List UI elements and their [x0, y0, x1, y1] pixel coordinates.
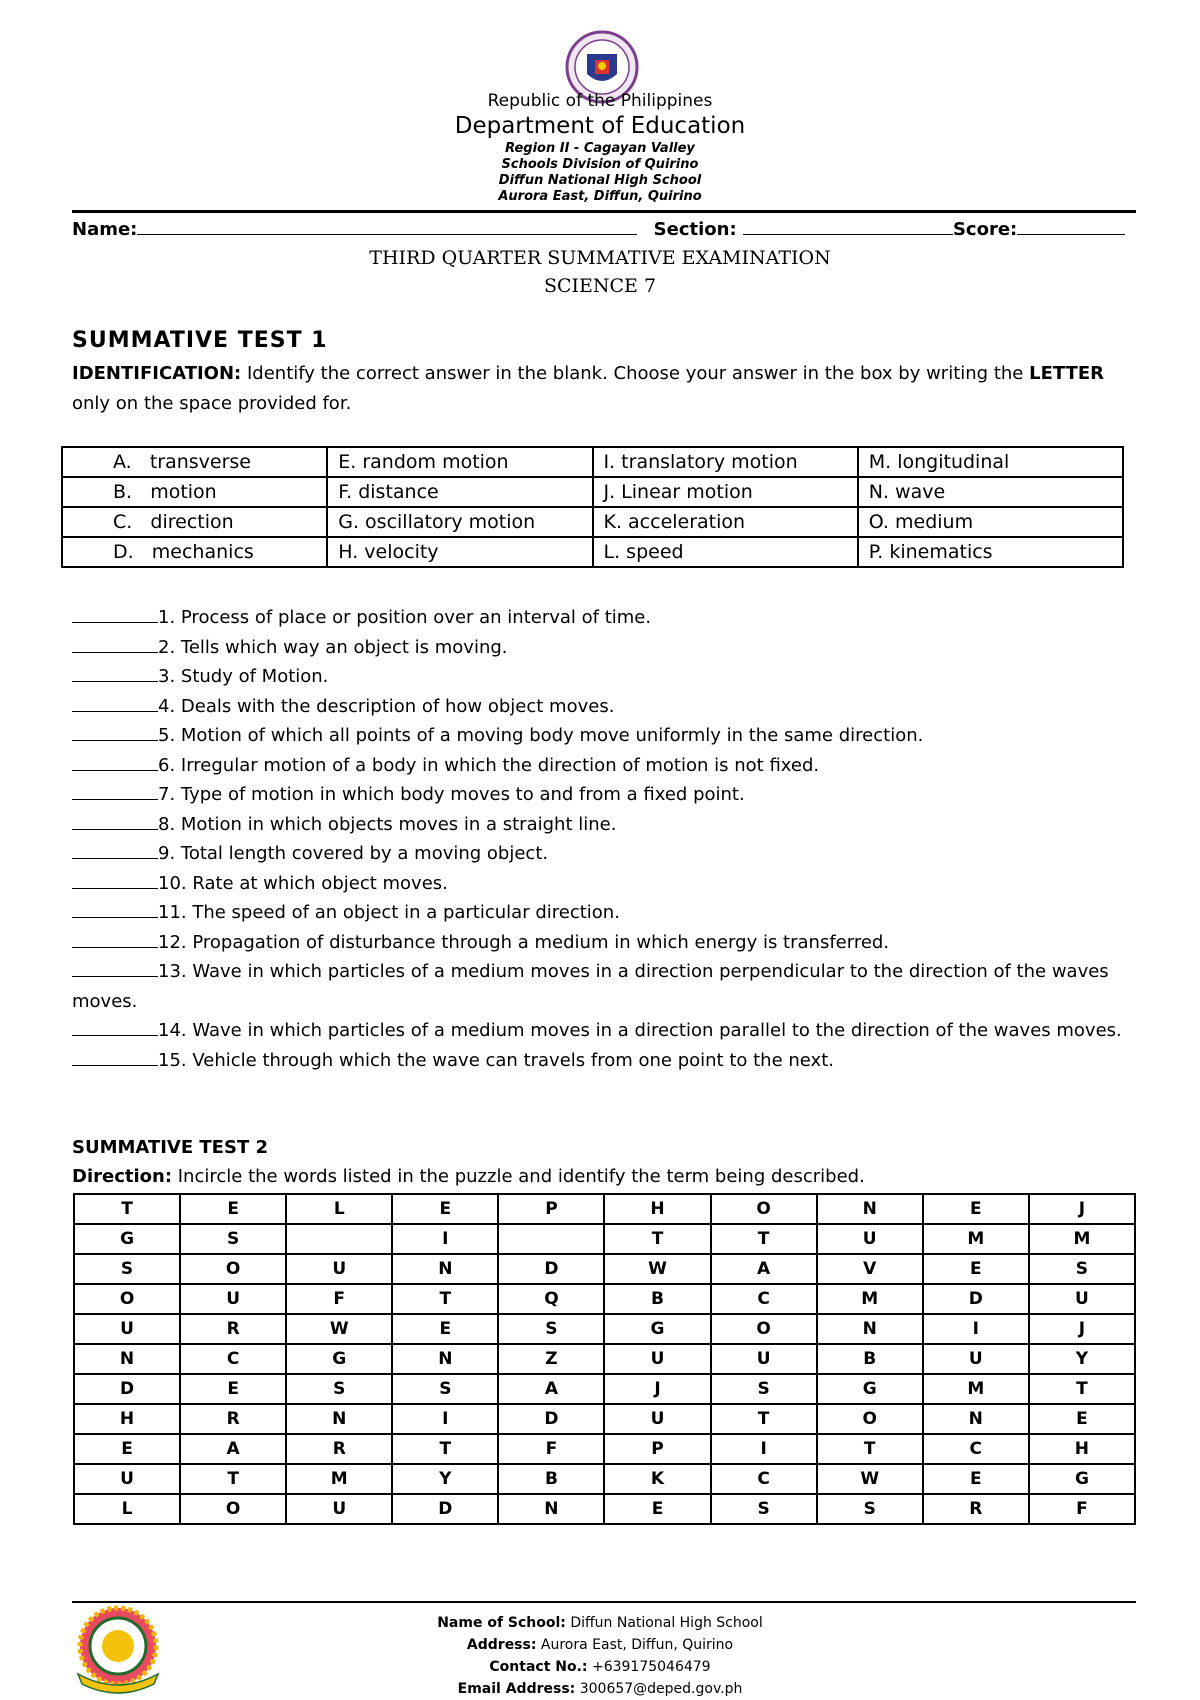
- choice-cell: H. velocity: [327, 537, 592, 567]
- footer-email: [0, 1678, 1200, 1700]
- question-text: 8. Motion in which objects moves in a straight line.: [158, 813, 617, 835]
- answer-blank[interactable]: [72, 726, 158, 741]
- score-blank[interactable]: [1017, 216, 1125, 235]
- test2-title: SUMMATIVE TEST 2: [72, 1137, 269, 1158]
- puzzle-cell[interactable]: M: [817, 1284, 923, 1314]
- puzzle-cell[interactable]: J: [604, 1374, 710, 1404]
- name-blank[interactable]: [137, 216, 637, 235]
- puzzle-cell[interactable]: Y: [1029, 1344, 1135, 1374]
- question-item: [72, 662, 1142, 692]
- answer-blank[interactable]: [72, 756, 158, 771]
- puzzle-cell[interactable]: [286, 1224, 392, 1254]
- puzzle-cell[interactable]: S: [817, 1494, 923, 1524]
- puzzle-cell[interactable]: E: [604, 1494, 710, 1524]
- choice-cell: N. wave: [858, 477, 1123, 507]
- puzzle-cell[interactable]: A: [711, 1254, 817, 1284]
- question-text: 15. Vehicle through which the wave can travels from one point to the next.: [158, 1049, 834, 1071]
- puzzle-cell[interactable]: T: [1029, 1374, 1135, 1404]
- puzzle-cell[interactable]: L: [286, 1194, 392, 1224]
- footer-school-value: Diffun National High School: [565, 1615, 763, 1631]
- question-text: 10. Rate at which object moves.: [158, 872, 448, 894]
- region-text: Region II - Cagayan Valley: [505, 141, 695, 156]
- footer-school-label: Name of School:: [437, 1615, 566, 1631]
- puzzle-cell[interactable]: E: [180, 1374, 286, 1404]
- question-item: [72, 957, 1142, 1016]
- puzzle-cell[interactable]: W: [604, 1254, 710, 1284]
- puzzle-cell[interactable]: U: [711, 1344, 817, 1374]
- puzzle-cell[interactable]: N: [817, 1314, 923, 1344]
- puzzle-cell[interactable]: E: [923, 1194, 1029, 1224]
- puzzle-row: [74, 1284, 1135, 1314]
- puzzle-row: [74, 1314, 1135, 1344]
- puzzle-cell[interactable]: N: [817, 1194, 923, 1224]
- puzzle-cell[interactable]: W: [817, 1464, 923, 1494]
- word-puzzle-grid: [73, 1193, 1136, 1525]
- puzzle-cell[interactable]: U: [74, 1314, 180, 1344]
- footer-address-label: Address:: [466, 1637, 537, 1653]
- puzzle-cell[interactable]: N: [286, 1404, 392, 1434]
- question-text: 13. Wave in which particles of a medium moves in a direction perpendicular to the direction of the waves moves.: [72, 961, 1109, 1012]
- question-item: [72, 810, 1142, 840]
- puzzle-cell[interactable]: O: [711, 1314, 817, 1344]
- question-text: 9. Total length covered by a moving object.: [158, 843, 549, 864]
- direction-label: Direction:: [72, 1166, 173, 1187]
- puzzle-cell[interactable]: O: [711, 1194, 817, 1224]
- puzzle-cell[interactable]: S: [392, 1374, 498, 1404]
- header-divider: [72, 210, 1136, 213]
- footer-email-label: Email Address:: [457, 1681, 576, 1697]
- instr-text-2: only on the space provided for.: [72, 393, 352, 414]
- puzzle-cell[interactable]: U: [817, 1224, 923, 1254]
- puzzle-cell[interactable]: V: [817, 1254, 923, 1284]
- puzzle-cell[interactable]: C: [711, 1284, 817, 1314]
- puzzle-cell[interactable]: B: [498, 1464, 604, 1494]
- puzzle-cell[interactable]: T: [392, 1284, 498, 1314]
- puzzle-cell[interactable]: E: [180, 1194, 286, 1224]
- puzzle-cell[interactable]: N: [923, 1404, 1029, 1434]
- choice-cell: P. kinematics: [858, 537, 1123, 567]
- question-text: 3. Study of Motion.: [158, 666, 329, 687]
- choice-cell: A. transverse: [62, 447, 327, 477]
- choice-cell: M. longitudinal: [858, 447, 1123, 477]
- puzzle-cell[interactable]: S: [498, 1314, 604, 1344]
- puzzle-cell[interactable]: T: [817, 1434, 923, 1464]
- puzzle-cell[interactable]: S: [286, 1374, 392, 1404]
- instr-text: Identify the correct answer in the blank. Choose your answer in the box by writing the: [241, 363, 1030, 384]
- choice-cell: K. acceleration: [593, 507, 858, 537]
- school-text: Diffun National High School: [498, 173, 702, 188]
- puzzle-cell[interactable]: D: [498, 1404, 604, 1434]
- puzzle-cell[interactable]: U: [74, 1464, 180, 1494]
- choice-cell: F. distance: [327, 477, 592, 507]
- answer-blank[interactable]: [72, 667, 158, 682]
- instr-label: IDENTIFICATION:: [72, 363, 242, 384]
- puzzle-cell[interactable]: Q: [498, 1284, 604, 1314]
- footer-contact-value: +639175046479: [587, 1659, 711, 1675]
- puzzle-cell[interactable]: I: [392, 1224, 498, 1254]
- puzzle-cell[interactable]: F: [498, 1434, 604, 1464]
- puzzle-cell[interactable]: T: [180, 1464, 286, 1494]
- puzzle-cell[interactable]: S: [180, 1224, 286, 1254]
- question-item: [72, 869, 1142, 899]
- choice-cell: C. direction: [62, 507, 327, 537]
- question-item: [72, 1016, 1142, 1046]
- choice-cell: E. random motion: [327, 447, 592, 477]
- puzzle-cell[interactable]: Y: [392, 1464, 498, 1494]
- puzzle-cell[interactable]: O: [180, 1254, 286, 1284]
- footer-contact: [0, 1656, 1200, 1678]
- puzzle-cell[interactable]: Z: [498, 1344, 604, 1374]
- puzzle-cell[interactable]: A: [180, 1434, 286, 1464]
- puzzle-cell[interactable]: U: [286, 1254, 392, 1284]
- question-text: 5. Motion of which all points of a moving body move uniformly in the same direction.: [158, 725, 924, 746]
- puzzle-row: [74, 1434, 1135, 1464]
- choice-cell: B. motion: [62, 477, 327, 507]
- score-label: Score:: [952, 219, 1018, 240]
- puzzle-cell[interactable]: G: [74, 1224, 180, 1254]
- puzzle-cell[interactable]: R: [923, 1494, 1029, 1524]
- puzzle-row: [74, 1254, 1135, 1284]
- test2-direction: [72, 1166, 865, 1187]
- question-item: [72, 692, 1142, 722]
- republic-text: Republic of the Philippines: [487, 91, 713, 111]
- puzzle-cell[interactable]: P: [604, 1434, 710, 1464]
- puzzle-row: [74, 1194, 1135, 1224]
- question-item: [72, 839, 1142, 869]
- answer-blank[interactable]: [72, 933, 158, 948]
- exam-subject: SCIENCE 7: [543, 275, 657, 297]
- puzzle-cell[interactable]: F: [286, 1284, 392, 1314]
- puzzle-cell[interactable]: J: [1029, 1194, 1135, 1224]
- puzzle-cell[interactable]: [498, 1224, 604, 1254]
- name-label: Name:: [72, 219, 138, 240]
- puzzle-cell[interactable]: B: [817, 1344, 923, 1374]
- footer-divider: [72, 1601, 1136, 1603]
- puzzle-cell[interactable]: C: [923, 1434, 1029, 1464]
- puzzle-cell[interactable]: N: [392, 1344, 498, 1374]
- question-item: [72, 898, 1142, 928]
- footer-info: [0, 1612, 1200, 1700]
- puzzle-cell[interactable]: N: [74, 1344, 180, 1374]
- choice-cell: I. translatory motion: [593, 447, 858, 477]
- puzzle-cell[interactable]: O: [74, 1284, 180, 1314]
- puzzle-cell[interactable]: M: [923, 1374, 1029, 1404]
- choices-row: [62, 537, 1123, 567]
- puzzle-row: [74, 1464, 1135, 1494]
- footer-email-value: 300657@deped.gov.ph: [575, 1681, 743, 1697]
- choices-row: [62, 507, 1123, 537]
- puzzle-cell[interactable]: E: [1029, 1404, 1135, 1434]
- answer-blank[interactable]: [72, 874, 158, 889]
- student-info-row: [72, 216, 1136, 240]
- puzzle-cell[interactable]: D: [74, 1374, 180, 1404]
- puzzle-cell[interactable]: C: [180, 1344, 286, 1374]
- test1-instructions: [72, 359, 1136, 419]
- answer-blank[interactable]: [72, 962, 158, 977]
- direction-text: Incircle the words listed in the puzzle and identify the term being described.: [172, 1166, 865, 1187]
- puzzle-cell[interactable]: I: [392, 1404, 498, 1434]
- answer-blank[interactable]: [72, 697, 158, 712]
- puzzle-cell[interactable]: N: [498, 1494, 604, 1524]
- puzzle-cell[interactable]: S: [74, 1254, 180, 1284]
- answer-blank[interactable]: [72, 1021, 158, 1036]
- answer-blank[interactable]: [72, 638, 158, 653]
- puzzle-cell[interactable]: U: [1029, 1284, 1135, 1314]
- question-text: 14. Wave in which particles of a medium moves in a direction parallel to the direction of the waves moves.: [158, 1020, 1122, 1041]
- puzzle-cell[interactable]: E: [74, 1434, 180, 1464]
- question-item: [72, 1046, 1142, 1076]
- puzzle-cell[interactable]: R: [180, 1404, 286, 1434]
- puzzle-cell[interactable]: D: [498, 1254, 604, 1284]
- puzzle-cell[interactable]: R: [286, 1434, 392, 1464]
- puzzle-cell[interactable]: D: [392, 1494, 498, 1524]
- puzzle-row: [74, 1404, 1135, 1434]
- puzzle-cell[interactable]: E: [392, 1314, 498, 1344]
- puzzle-cell[interactable]: R: [180, 1314, 286, 1344]
- exam-title: THIRD QUARTER SUMMATIVE EXAMINATION: [369, 247, 831, 269]
- question-item: [72, 751, 1142, 781]
- question-item: [72, 928, 1142, 958]
- answer-blank[interactable]: [72, 785, 158, 800]
- question-text: 6. Irregular motion of a body in which the direction of motion is not fixed.: [158, 754, 820, 776]
- choice-cell: O. medium: [858, 507, 1123, 537]
- choice-cell: D. mechanics: [62, 537, 327, 567]
- answer-blank[interactable]: [72, 903, 158, 918]
- footer-contact-label: Contact No.:: [489, 1659, 588, 1675]
- puzzle-cell[interactable]: G: [286, 1344, 392, 1374]
- puzzle-cell[interactable]: K: [604, 1464, 710, 1494]
- question-item: [72, 780, 1142, 810]
- puzzle-cell[interactable]: F: [1029, 1494, 1135, 1524]
- puzzle-cell[interactable]: E: [923, 1254, 1029, 1284]
- question-text: 11. The speed of an object in a particular direction.: [158, 902, 620, 923]
- puzzle-cell[interactable]: J: [1029, 1314, 1135, 1344]
- puzzle-cell[interactable]: U: [604, 1404, 710, 1434]
- puzzle-cell[interactable]: T: [604, 1224, 710, 1254]
- choices-table: [61, 446, 1124, 568]
- department-text: Department of Education: [454, 113, 746, 139]
- choices-row: [62, 447, 1123, 477]
- question-item: [72, 721, 1142, 751]
- question-text: 12. Propagation of disturbance through a medium in which energy is transferred.: [158, 931, 890, 953]
- test1-title: SUMMATIVE TEST 1: [72, 328, 328, 353]
- puzzle-row: [74, 1494, 1135, 1524]
- choice-cell: G. oscillatory motion: [327, 507, 592, 537]
- choices-row: [62, 477, 1123, 507]
- puzzle-cell[interactable]: A: [498, 1374, 604, 1404]
- puzzle-cell[interactable]: H: [604, 1194, 710, 1224]
- puzzle-cell[interactable]: G: [604, 1314, 710, 1344]
- question-item: [72, 603, 1142, 633]
- puzzle-cell[interactable]: U: [180, 1284, 286, 1314]
- puzzle-row: [74, 1344, 1135, 1374]
- puzzle-cell[interactable]: W: [286, 1314, 392, 1344]
- question-item: [72, 633, 1142, 663]
- answer-blank[interactable]: [72, 1051, 158, 1066]
- puzzle-cell[interactable]: G: [817, 1374, 923, 1404]
- puzzle-cell[interactable]: T: [74, 1194, 180, 1224]
- puzzle-cell[interactable]: O: [817, 1404, 923, 1434]
- puzzle-cell[interactable]: U: [604, 1344, 710, 1374]
- instr-letter: LETTER: [1029, 363, 1104, 384]
- question-text: 2. Tells which way an object is moving.: [158, 636, 508, 658]
- choice-cell: J. Linear motion: [593, 477, 858, 507]
- question-text: 1. Process of place or position over an interval of time.: [158, 607, 652, 628]
- answer-blank[interactable]: [72, 815, 158, 830]
- puzzle-cell[interactable]: S: [1029, 1254, 1135, 1284]
- puzzle-row: [74, 1224, 1135, 1254]
- puzzle-cell[interactable]: M: [1029, 1224, 1135, 1254]
- puzzle-cell[interactable]: M: [923, 1224, 1029, 1254]
- section-blank[interactable]: [743, 216, 953, 235]
- puzzle-cell[interactable]: S: [711, 1494, 817, 1524]
- footer-school: [0, 1612, 1200, 1634]
- section-label: Section:: [653, 219, 737, 240]
- answer-blank[interactable]: [72, 844, 158, 859]
- puzzle-cell[interactable]: E: [923, 1464, 1029, 1494]
- choice-cell: L. speed: [593, 537, 858, 567]
- footer-address: [0, 1634, 1200, 1656]
- puzzle-cell[interactable]: M: [286, 1464, 392, 1494]
- puzzle-cell[interactable]: I: [711, 1434, 817, 1464]
- puzzle-cell[interactable]: E: [392, 1194, 498, 1224]
- puzzle-row: [74, 1374, 1135, 1404]
- puzzle-cell[interactable]: H: [1029, 1434, 1135, 1464]
- puzzle-cell[interactable]: U: [286, 1494, 392, 1524]
- puzzle-cell[interactable]: T: [711, 1224, 817, 1254]
- puzzle-cell[interactable]: S: [711, 1374, 817, 1404]
- test1-items: [72, 603, 1142, 1075]
- puzzle-cell[interactable]: D: [923, 1284, 1029, 1314]
- puzzle-cell[interactable]: H: [74, 1404, 180, 1434]
- answer-blank[interactable]: [72, 608, 158, 623]
- puzzle-cell[interactable]: L: [74, 1494, 180, 1524]
- address-text: Aurora East, Diffun, Quirino: [498, 189, 702, 204]
- puzzle-cell[interactable]: B: [604, 1284, 710, 1314]
- footer-address-value: Aurora East, Diffun, Quirino: [536, 1637, 734, 1653]
- puzzle-cell[interactable]: P: [498, 1194, 604, 1224]
- puzzle-cell[interactable]: U: [923, 1344, 1029, 1374]
- puzzle-cell[interactable]: G: [1029, 1464, 1135, 1494]
- puzzle-cell[interactable]: N: [392, 1254, 498, 1284]
- puzzle-cell[interactable]: I: [923, 1314, 1029, 1344]
- division-text: Schools Division of Quirino: [501, 157, 699, 172]
- puzzle-cell[interactable]: T: [711, 1404, 817, 1434]
- question-text: 4. Deals with the description of how object moves.: [158, 695, 615, 717]
- puzzle-cell[interactable]: C: [711, 1464, 817, 1494]
- puzzle-cell[interactable]: T: [392, 1434, 498, 1464]
- puzzle-cell[interactable]: O: [180, 1494, 286, 1524]
- question-text: 7. Type of motion in which body moves to and from a fixed point.: [158, 784, 745, 805]
